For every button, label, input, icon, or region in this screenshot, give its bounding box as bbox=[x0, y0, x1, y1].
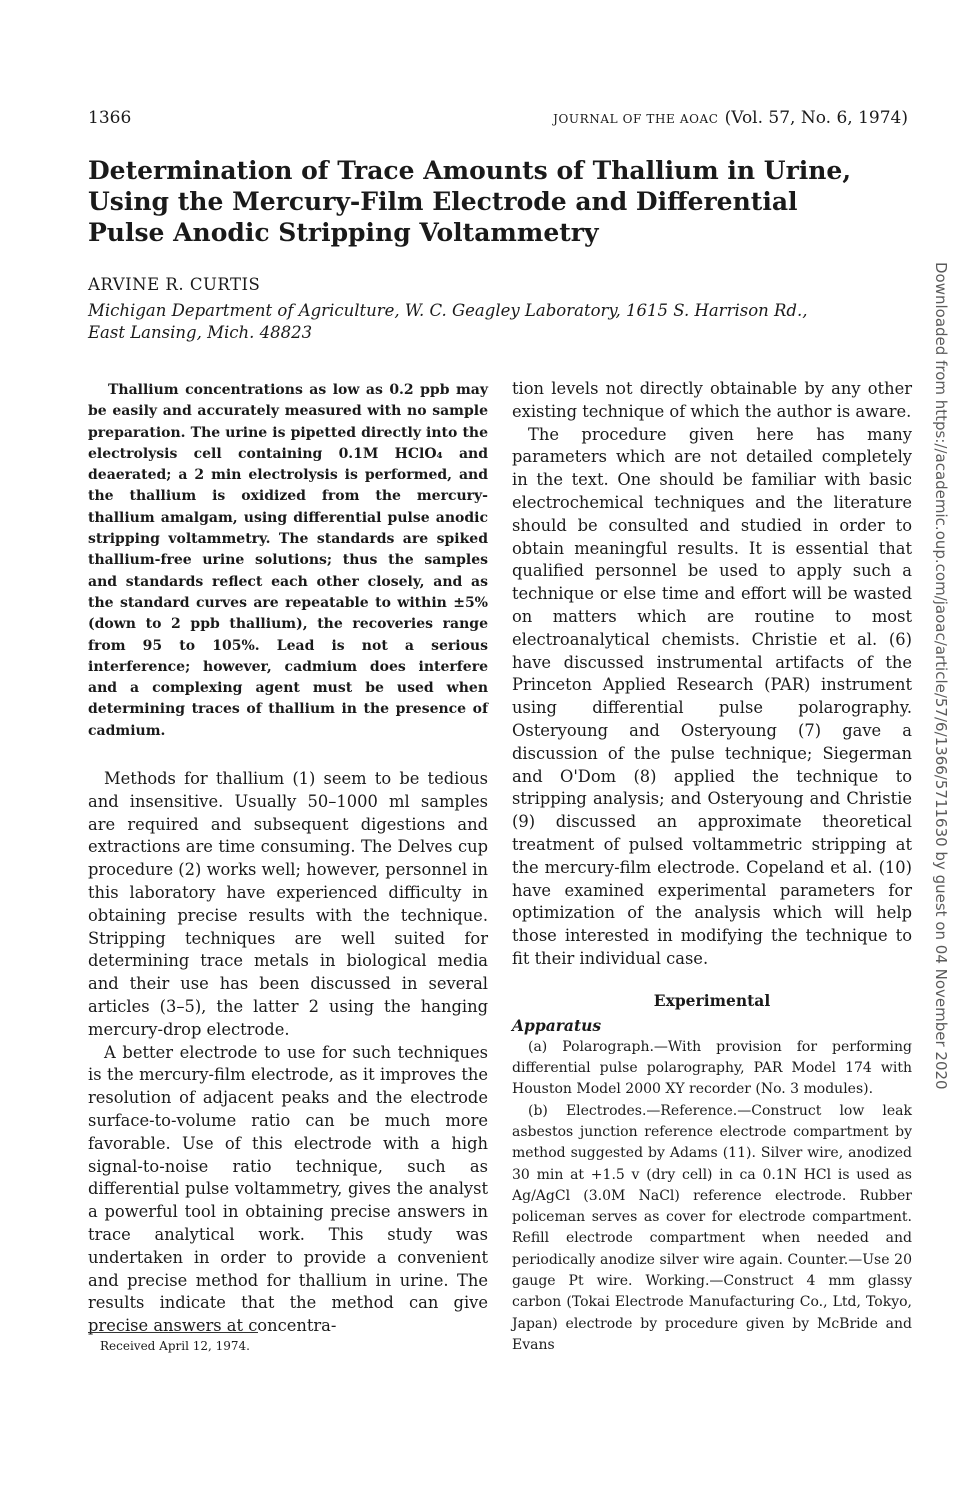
journal-volume: (Vol. 57, No. 6, 1974) bbox=[724, 108, 908, 128]
download-watermark bbox=[928, 262, 956, 1154]
affiliation-line: East Lansing, Mich. 48823 bbox=[88, 323, 313, 342]
watermark-text: Downloaded from https://academic.oup.com/jaoac/article/57/6/1366/5711630 by guest on 04 November 2020 bbox=[932, 262, 950, 1090]
page-number: 1366 bbox=[88, 108, 132, 128]
apparatus-paragraph: (b) Electrodes.—Reference.—Construct low leak asbestos junction reference electrode compartment by method suggested by Adams (11). Silver wire, anodized 30 min at +1.5 v (dry cell) in ca 0.1N HCl is used as Ag/AgCl (3.0M NaCl) reference electrode. Rubber policeman serves as cover for electrode compartment. Refill electrode compartment when needed and periodically anodize silver wire again. Counter.—Use 20 gauge Pt wire. Working.—Construct 4 mm glassy carbon (Tokai Electrode Manufacturing Co., Ltd, Tokyo, Japan) electrode by procedure given by McBride and Evans bbox=[512, 1102, 912, 1353]
abstract: Thallium concentrations as low as 0.2 ppb may be easily and accurately measured with no sample preparation. The urine is pipetted directly into the electrolysis cell containing 0.1M HClO₄ and deaerated; a 2 min electrolysis is performed, and the thallium is oxidized from the mercury-thallium amalgam, using differential pulse anodic stripping voltammetry. The standards are spiked thallium-free urine solutions; thus the samples and standards reflect each other closely, and as the standard curves are repeatable to within ±5% (down to 2 ppb thallium), the recoveries range from 95 to 105%. Lead is not a serious interference; however, cadmium does interfere and a complexing agent must be used when determining traces of thallium in the presence of cadmium. bbox=[88, 382, 488, 739]
journal-name: JOURNAL OF THE AOAC bbox=[553, 112, 719, 126]
body-paragraph: A better electrode to use for such techniques is the mercury-film electrode, as it improves the resolution of adjacent peaks and the electrode surface-to-volume ratio can be much more favorable. Use of this electrode with a high signal-to-noise ratio technique, such as differential pulse voltammetry, gives the analyst a powerful tool in obtaining precise answers in trace analytical work. This study was undertaken in order to provide a convenient and precise method for thallium in urine. The results indicate that the method can give precise answers at concentra- bbox=[88, 1042, 488, 1336]
footnote-received-date: Received April 12, 1974. bbox=[100, 1339, 250, 1353]
left-column bbox=[88, 380, 488, 1338]
body-paragraph: The procedure given here has many parameters which are not detailed completely in the text. One should be familiar with basic electrochemical techniques and the literature should be consulted and studied in order to obtain meaningful results. It is essential that qualified personnel be used to apply such a technique or else time and effort will be wasted on matters which are routine to most electroanalytical chemists. Christie et al. (6) have discussed instrumental artifacts of the Princeton Applied Research (PAR) instrument using differential pulse polarography. Osteryoung and Osteryoung (7) gave a discussion of the pulse technique; Siegerman and O'Dom (8) applied the technique to stripping analysis; and Osteryoung and Christie (9) discussed an approximate theoretical treatment of pulsed voltammetric stripping at the mercury-film electrode. Copeland et al. (10) have examined experimental parameters for optimization of the analysis which will help those interested in modifying the technique to fit their individual case. bbox=[512, 424, 912, 968]
author-affiliation bbox=[88, 300, 868, 344]
affiliation-line: Michigan Department of Agriculture, W. C. Geagley Laboratory, 1615 S. Harrison Rd., bbox=[88, 301, 808, 320]
section-heading-experimental: Experimental bbox=[653, 990, 771, 1010]
article-title: Determination of Trace Amounts of Thallium in Urine, Using the Mercury-Film Electrode and Differential Pulse Anodic Stripping Voltammetry bbox=[88, 156, 852, 247]
author-name: ARVINE R. CURTIS bbox=[88, 275, 261, 294]
body-paragraph: tion levels not directly obtainable by any other existing technique of which the author is aware. bbox=[512, 379, 912, 421]
body-paragraph: Methods for thallium (1) seem to be tedious and insensitive. Usually 50–1000 ml samples are required and subsequent digestions and extractions are time consuming. The Delves cup procedure (2) works well; however, personnel in this laboratory have experienced difficulty in obtaining precise results with the technique. Stripping techniques are well suited for determining trace metals in biological media and their use has been discussed in several articles (3–5), the latter 2 using the hanging mercury-drop electrode. bbox=[88, 769, 488, 1039]
subsection-heading-apparatus: Apparatus bbox=[512, 1015, 602, 1035]
apparatus-paragraph: (a) Polarograph.—With provision for performing differential pulse polarography, PAR Model 174 with Houston Model 2000 XY recorder (No. 3 modules). bbox=[512, 1038, 912, 1098]
journal-citation bbox=[553, 108, 908, 128]
right-column bbox=[512, 378, 912, 1356]
footnote-divider bbox=[88, 1332, 258, 1333]
running-header bbox=[88, 108, 908, 136]
